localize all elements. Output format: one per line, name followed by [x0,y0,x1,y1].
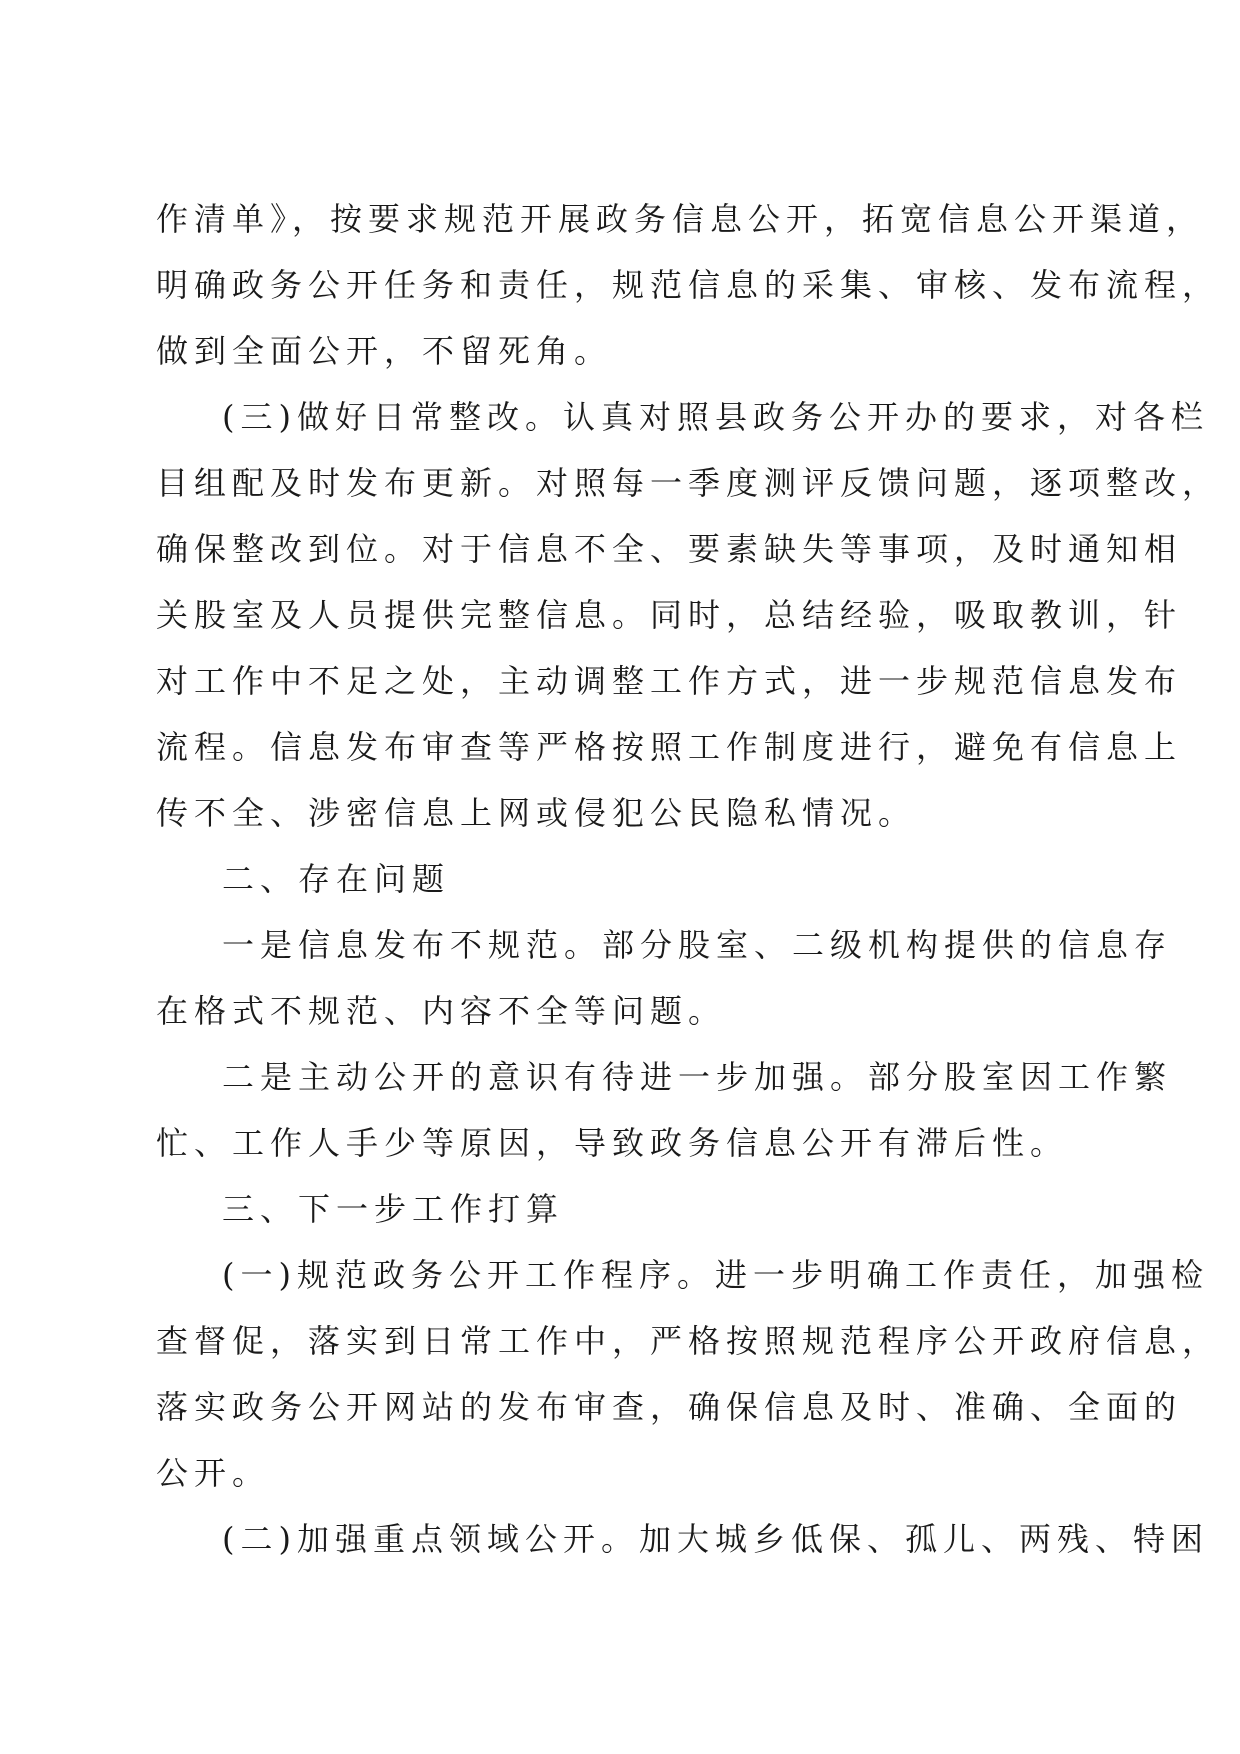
text-line: 关股室及人员提供完整信息。同时，总结经验，吸取教训，针 [156,596,1183,634]
paragraph-start-line: (三)做好日常整改。认真对照县政务公开办的要求，对各栏 [222,398,1209,436]
paragraph-start-line: (一)规范政务公开工作程序。进一步明确工作责任，加强检 [222,1256,1209,1294]
paragraph-start-line: (二)加强重点领域公开。加大城乡低保、孤儿、两残、特困 [222,1520,1209,1558]
text-line: 作清单》，按要求规范开展政务信息公开，拓宽信息公开渠道， [156,200,1205,238]
text-line: 在格式不规范、内容不全等问题。 [156,992,727,1030]
section-heading: 二、存在问题 [222,860,451,898]
text-line: 公开。 [156,1454,271,1492]
text-line: 传不全、涉密信息上网或侵犯公民隐私情况。 [156,794,917,832]
paragraph-start-line: 二是主动公开的意识有待进一步加强。部分股室因工作繁 [222,1058,1173,1096]
text-line: 忙、工作人手少等原因，导致政务信息公开有滞后性。 [156,1124,1069,1162]
document-body [156,186,1221,1572]
text-line: 流程。信息发布审查等严格按照工作制度进行，避免有信息上 [156,728,1183,766]
text-line: 目组配及时发布更新。对照每一季度测评反馈问题，逐项整改， [156,464,1221,502]
text-line: 做到全面公开，不留死角。 [156,332,613,370]
text-line: 明确政务公开任务和责任，规范信息的采集、审核、发布流程， [156,266,1221,304]
text-line: 确保整改到位。对于信息不全、要素缺失等事项，及时通知相 [156,530,1183,568]
text-line: 落实政务公开网站的发布审查，确保信息及时、准确、全面的 [156,1388,1183,1426]
section-heading: 三、下一步工作打算 [222,1190,565,1228]
text-line: 对工作中不足之处，主动调整工作方式，进一步规范信息发布 [156,662,1183,700]
paragraph-start-line: 一是信息发布不规范。部分股室、二级机构提供的信息存 [222,926,1173,964]
text-line: 查督促，落实到日常工作中，严格按照规范程序公开政府信息， [156,1322,1221,1360]
